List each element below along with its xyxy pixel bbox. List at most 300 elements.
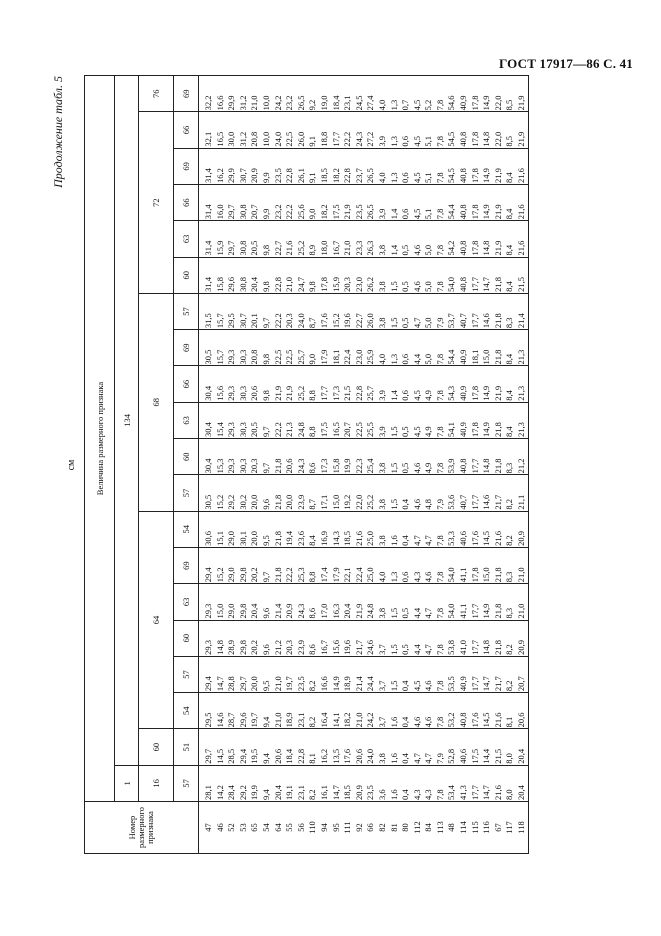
value-cell: 25,2: [365, 475, 377, 511]
value-cell: 5,1: [423, 148, 435, 184]
value-cell: 4,9: [423, 402, 435, 438]
value-cell: 21,7: [493, 656, 505, 692]
value-cell: 7,8: [435, 439, 447, 475]
value-cell: 54,4: [446, 184, 458, 220]
value-cell: 19,9: [342, 439, 354, 475]
value-cell: 22,5: [284, 330, 296, 366]
value-cell: 14,4: [481, 729, 493, 765]
value-cell: 21,9: [493, 148, 505, 184]
column-code-header: 57: [174, 656, 199, 692]
value-cell: 1,3: [389, 148, 401, 184]
value-cell: 30,5: [199, 330, 215, 366]
value-cell: 40,9: [458, 330, 470, 366]
value-cell: 21,0: [284, 257, 296, 293]
value-cell: 17,8: [470, 402, 482, 438]
value-cell: 8,4: [504, 148, 516, 184]
value-cell: 29,8: [238, 584, 250, 620]
value-cell: 25,0: [365, 547, 377, 583]
value-cell: 29,5: [226, 293, 238, 329]
value-cell: 20,9: [516, 620, 528, 656]
value-cell: 29,3: [199, 584, 215, 620]
value-cell: 26,0: [365, 293, 377, 329]
value-cell: 17,7: [319, 366, 331, 402]
value-cell: 9,5: [261, 656, 273, 692]
value-cell: 3,8: [377, 257, 389, 293]
value-cell: 9,8: [261, 221, 273, 257]
value-cell: 21,9: [342, 184, 354, 220]
value-cell: 21,8: [493, 257, 505, 293]
value-cell: 4,5: [412, 148, 424, 184]
value-cell: 17,6: [470, 693, 482, 729]
value-cell: 28,7: [226, 693, 238, 729]
table-row: [412, 76, 424, 854]
value-cell: 4,6: [423, 656, 435, 692]
row-header-cell: [85, 802, 199, 854]
value-cell: 30,8: [238, 257, 250, 293]
value-cell: 1,3: [389, 112, 401, 148]
value-cell: 7,8: [435, 765, 447, 801]
value-cell: 14,5: [481, 693, 493, 729]
value-cell: 22,5: [284, 112, 296, 148]
value-cell: 29,6: [238, 693, 250, 729]
column-code-header: 69: [174, 330, 199, 366]
value-cell: 15,2: [215, 475, 227, 511]
value-cell: 21,3: [516, 366, 528, 402]
value-cell: 15,7: [215, 330, 227, 366]
value-cell: 21,0: [516, 584, 528, 620]
value-cell: 3,9: [377, 184, 389, 220]
value-cell: 25,7: [365, 366, 377, 402]
value-cell: 21,6: [284, 221, 296, 257]
value-cell: 20,4: [249, 257, 261, 293]
value-cell: 30,3: [238, 330, 250, 366]
value-cell: 20,9: [516, 511, 528, 547]
group-a-label: 1: [115, 765, 139, 801]
column-code-header: 69: [174, 76, 199, 112]
table-row: [342, 76, 354, 854]
value-cell: 40,8: [458, 693, 470, 729]
value-cell: 19,4: [284, 511, 296, 547]
value-cell: 21,8: [493, 584, 505, 620]
value-cell: 28,9: [226, 620, 238, 656]
value-cell: 21,8: [273, 475, 285, 511]
value-cell: 15,0: [481, 547, 493, 583]
value-cell: 18,5: [342, 511, 354, 547]
value-cell: 4,0: [377, 148, 389, 184]
value-cell: 8,7: [307, 293, 319, 329]
value-cell: 21,5: [516, 257, 528, 293]
value-cell: 21,4: [273, 584, 285, 620]
feature-number-cell: 117: [504, 802, 516, 854]
value-cell: 20,9: [284, 584, 296, 620]
value-cell: 7,8: [435, 184, 447, 220]
value-cell: 20,4: [342, 584, 354, 620]
value-cell: 8,2: [504, 475, 516, 511]
value-cell: 0,6: [400, 112, 412, 148]
value-cell: 53,8: [446, 620, 458, 656]
value-cell: 14,9: [481, 76, 493, 112]
value-cell: 17,8: [470, 184, 482, 220]
value-cell: 41,0: [458, 620, 470, 656]
row-header-line: признака: [145, 811, 155, 844]
value-cell: 16,6: [319, 656, 331, 692]
value-cell: 4,7: [412, 511, 424, 547]
value-cell: 14,7: [481, 656, 493, 692]
value-cell: 9,8: [307, 257, 319, 293]
value-cell: 0,6: [400, 148, 412, 184]
value-cell: 3,8: [377, 221, 389, 257]
value-cell: 15,2: [215, 547, 227, 583]
value-cell: 18,1: [331, 330, 343, 366]
value-cell: 23,1: [296, 765, 308, 801]
value-cell: 5,2: [423, 76, 435, 112]
column-code-header: 60: [174, 257, 199, 293]
value-cell: 31,2: [238, 76, 250, 112]
column-code-header: 66: [174, 366, 199, 402]
value-cell: 17,7: [331, 112, 343, 148]
value-cell: 21,9: [493, 184, 505, 220]
value-cell: 21,0: [354, 693, 366, 729]
value-cell: 8,8: [307, 547, 319, 583]
value-cell: 22,3: [354, 439, 366, 475]
value-cell: 19,9: [249, 765, 261, 801]
value-cell: 40,8: [458, 221, 470, 257]
value-cell: 21,6: [354, 511, 366, 547]
value-cell: 4,5: [412, 184, 424, 220]
column-code-header: 57: [174, 765, 199, 801]
table-row: [226, 76, 238, 854]
value-cell: 8,1: [307, 729, 319, 765]
table-row: [365, 76, 377, 854]
value-cell: 20,9: [249, 148, 261, 184]
value-cell: 29,4: [199, 656, 215, 692]
value-cell: 20,2: [249, 547, 261, 583]
value-cell: 4,0: [377, 547, 389, 583]
value-cell: 7,8: [435, 584, 447, 620]
value-cell: 54,4: [446, 330, 458, 366]
value-cell: 23,1: [342, 76, 354, 112]
value-cell: 14,7: [481, 257, 493, 293]
value-cell: 19,2: [342, 475, 354, 511]
value-cell: 4,3: [412, 547, 424, 583]
value-cell: 54,5: [446, 112, 458, 148]
value-cell: 21,6: [516, 184, 528, 220]
value-cell: 25,0: [365, 511, 377, 547]
value-cell: 8,6: [307, 439, 319, 475]
table-row: [389, 76, 401, 854]
value-cell: 8,2: [504, 620, 516, 656]
value-cell: 17,7: [470, 656, 482, 692]
value-cell: 54,6: [446, 76, 458, 112]
table-continuation-label: Продолжение табл. 5: [51, 76, 65, 188]
value-cell: 40,8: [458, 184, 470, 220]
value-cell: 14,7: [215, 656, 227, 692]
value-cell: 24,5: [354, 76, 366, 112]
value-cell: 24,3: [296, 584, 308, 620]
column-code-header: 66: [174, 184, 199, 220]
value-cell: 21,7: [354, 620, 366, 656]
value-cell: 22,2: [284, 547, 296, 583]
value-cell: 5,0: [423, 330, 435, 366]
value-cell: 23,9: [296, 475, 308, 511]
value-cell: 26,2: [365, 257, 377, 293]
value-cell: 20,3: [284, 293, 296, 329]
value-cell: 21,2: [273, 620, 285, 656]
feature-number-cell: 54: [261, 802, 273, 854]
value-cell: 21,2: [516, 439, 528, 475]
value-cell: 8,7: [307, 475, 319, 511]
value-cell: 17,8: [470, 76, 482, 112]
value-cell: 30,0: [226, 112, 238, 148]
value-cell: 31,4: [199, 148, 215, 184]
value-cell: 23,0: [354, 330, 366, 366]
value-cell: 9,0: [307, 330, 319, 366]
group-76: 76: [139, 76, 174, 112]
value-cell: 14,8: [481, 439, 493, 475]
value-cell: 41,1: [458, 584, 470, 620]
value-cell: 21,9: [354, 584, 366, 620]
value-cell: 20,0: [249, 511, 261, 547]
value-cell: 24,0: [365, 729, 377, 765]
value-cell: 7,9: [435, 475, 447, 511]
value-cell: 7,8: [435, 547, 447, 583]
value-cell: 15,7: [215, 293, 227, 329]
value-cell: 29,3: [226, 439, 238, 475]
value-cell: 16,5: [331, 402, 343, 438]
value-cell: 21,6: [516, 221, 528, 257]
value-cell: 1,5: [389, 402, 401, 438]
value-cell: 21,0: [249, 76, 261, 112]
value-cell: 4,6: [423, 547, 435, 583]
value-cell: 0,6: [400, 547, 412, 583]
value-cell: 1,5: [389, 656, 401, 692]
value-cell: 4,8: [423, 475, 435, 511]
feature-number-cell: 66: [365, 802, 377, 854]
value-cell: 9,4: [261, 765, 273, 801]
value-cell: 29,0: [226, 584, 238, 620]
value-cell: 1,6: [389, 511, 401, 547]
value-cell: 17,7: [470, 293, 482, 329]
feature-number-cell: 111: [342, 802, 354, 854]
feature-number-cell: 46: [215, 802, 227, 854]
value-cell: 3,7: [377, 620, 389, 656]
value-cell: 40,9: [458, 76, 470, 112]
value-cell: 40,8: [458, 148, 470, 184]
value-cell: 17,6: [342, 729, 354, 765]
value-cell: 17,8: [470, 221, 482, 257]
value-cell: 5,0: [423, 257, 435, 293]
value-cell: 18,9: [284, 693, 296, 729]
value-cell: 14,9: [481, 366, 493, 402]
value-cell: 8,0: [504, 765, 516, 801]
value-cell: 26,5: [296, 76, 308, 112]
table-row: [377, 76, 389, 854]
value-cell: 29,9: [226, 76, 238, 112]
value-cell: 15,6: [331, 620, 343, 656]
row-header-line: размерного: [136, 807, 146, 848]
feature-number-cell: 80: [400, 802, 412, 854]
value-cell: 22,0: [493, 76, 505, 112]
value-cell: 21,6: [493, 511, 505, 547]
value-cell: 53,9: [446, 439, 458, 475]
value-cell: 18,1: [470, 330, 482, 366]
value-cell: 0,5: [400, 584, 412, 620]
value-cell: 31,2: [238, 112, 250, 148]
value-cell: 1,4: [389, 221, 401, 257]
feature-number-cell: 81: [389, 802, 401, 854]
value-cell: 17,9: [319, 330, 331, 366]
value-cell: 32,2: [199, 76, 215, 112]
value-cell: 17,3: [331, 366, 343, 402]
unit-label: см: [66, 459, 77, 471]
value-cell: 1,5: [389, 439, 401, 475]
value-cell: 21,9: [493, 366, 505, 402]
value-cell: 14,9: [481, 402, 493, 438]
value-cell: 17,7: [470, 475, 482, 511]
value-cell: 32,1: [199, 112, 215, 148]
value-cell: 22,2: [342, 112, 354, 148]
table-row: [458, 76, 470, 854]
value-cell: 14,6: [481, 293, 493, 329]
value-cell: 20,3: [249, 439, 261, 475]
value-cell: 1,5: [389, 293, 401, 329]
value-cell: 29,9: [226, 148, 238, 184]
value-cell: 4,5: [412, 76, 424, 112]
value-cell: 4,7: [412, 293, 424, 329]
group-68: 68: [139, 293, 174, 511]
value-cell: 20,4: [516, 729, 528, 765]
value-cell: 20,7: [516, 656, 528, 692]
value-cell: 21,8: [493, 293, 505, 329]
value-cell: 0,4: [400, 765, 412, 801]
value-cell: 15,0: [481, 330, 493, 366]
value-cell: 4,6: [412, 257, 424, 293]
value-cell: 22,2: [273, 293, 285, 329]
value-cell: 19,6: [342, 293, 354, 329]
value-cell: 14,8: [481, 221, 493, 257]
value-cell: 21,9: [516, 112, 528, 148]
value-cell: 22,8: [284, 148, 296, 184]
value-cell: 14,9: [481, 148, 493, 184]
value-cell: 29,7: [226, 221, 238, 257]
value-cell: 29,0: [226, 511, 238, 547]
value-cell: 4,3: [412, 765, 424, 801]
value-cell: 19,7: [284, 656, 296, 692]
table-row: [446, 76, 458, 854]
value-cell: 30,4: [199, 366, 215, 402]
value-cell: 20,6: [249, 366, 261, 402]
value-cell: 23,5: [296, 656, 308, 692]
value-cell: 31,4: [199, 257, 215, 293]
value-cell: 54,0: [446, 257, 458, 293]
table-row: [493, 76, 505, 854]
value-cell: 17,7: [470, 439, 482, 475]
value-cell: 1,5: [389, 257, 401, 293]
value-cell: 9,1: [307, 148, 319, 184]
value-cell: 16,2: [215, 148, 227, 184]
value-cell: 23,5: [365, 765, 377, 801]
value-cell: 3,8: [377, 293, 389, 329]
value-cell: 9,8: [261, 257, 273, 293]
column-code-header: 69: [174, 547, 199, 583]
feature-number-cell: 82: [377, 802, 389, 854]
value-cell: 0,5: [400, 439, 412, 475]
column-code-header: 63: [174, 584, 199, 620]
value-cell: 40,6: [458, 511, 470, 547]
value-cell: 14,8: [481, 112, 493, 148]
value-cell: 21,9: [493, 221, 505, 257]
value-cell: 40,7: [458, 293, 470, 329]
value-cell: 15,8: [215, 257, 227, 293]
value-cell: 9,7: [261, 547, 273, 583]
value-cell: 9,6: [261, 584, 273, 620]
table-row: [284, 76, 296, 854]
value-cell: 9,7: [261, 439, 273, 475]
value-cell: 4,6: [412, 221, 424, 257]
value-cell: 1,6: [389, 765, 401, 801]
value-cell: 22,8: [354, 366, 366, 402]
value-cell: 8,4: [504, 402, 516, 438]
table-row: [238, 76, 250, 854]
value-cell: 24,4: [365, 656, 377, 692]
value-cell: 28,5: [226, 729, 238, 765]
value-cell: 3,9: [377, 366, 389, 402]
value-cell: 20,6: [273, 729, 285, 765]
value-cell: 7,8: [435, 330, 447, 366]
value-cell: 8,2: [504, 656, 516, 692]
value-cell: 0,7: [400, 76, 412, 112]
value-cell: 15,2: [331, 293, 343, 329]
value-cell: 14,7: [331, 765, 343, 801]
value-cell: 0,4: [400, 729, 412, 765]
value-cell: 20,6: [516, 693, 528, 729]
value-cell: 21,5: [493, 729, 505, 765]
value-cell: 29,2: [226, 475, 238, 511]
value-cell: 24,0: [296, 293, 308, 329]
column-code-header: 57: [174, 475, 199, 511]
value-cell: 24,2: [365, 693, 377, 729]
value-cell: 54,0: [446, 547, 458, 583]
value-cell: 54,5: [446, 148, 458, 184]
value-cell: 17,9: [331, 547, 343, 583]
value-cell: 54,2: [446, 221, 458, 257]
value-cell: 1,6: [389, 693, 401, 729]
table-row: [319, 76, 331, 854]
value-cell: 22,0: [354, 475, 366, 511]
feature-number-cell: 65: [249, 802, 261, 854]
table-row: [516, 76, 528, 854]
value-cell: 28,1: [199, 765, 215, 801]
value-cell: 53,7: [446, 293, 458, 329]
value-cell: 17,1: [319, 475, 331, 511]
value-cell: 17,8: [470, 366, 482, 402]
value-cell: 15,3: [215, 439, 227, 475]
table-row: [504, 76, 516, 854]
value-cell: 15,6: [215, 366, 227, 402]
value-cell: 17,6: [319, 293, 331, 329]
value-cell: 26,5: [365, 184, 377, 220]
value-cell: 15,8: [331, 439, 343, 475]
value-cell: 22,4: [342, 330, 354, 366]
value-cell: 17,7: [470, 584, 482, 620]
value-cell: 25,3: [296, 547, 308, 583]
value-cell: 19,1: [284, 765, 296, 801]
feature-number-cell: 55: [284, 802, 296, 854]
value-cell: 24,8: [365, 584, 377, 620]
value-cell: 23,5: [354, 184, 366, 220]
feature-number-cell: 52: [226, 802, 238, 854]
table-row: [481, 76, 493, 854]
